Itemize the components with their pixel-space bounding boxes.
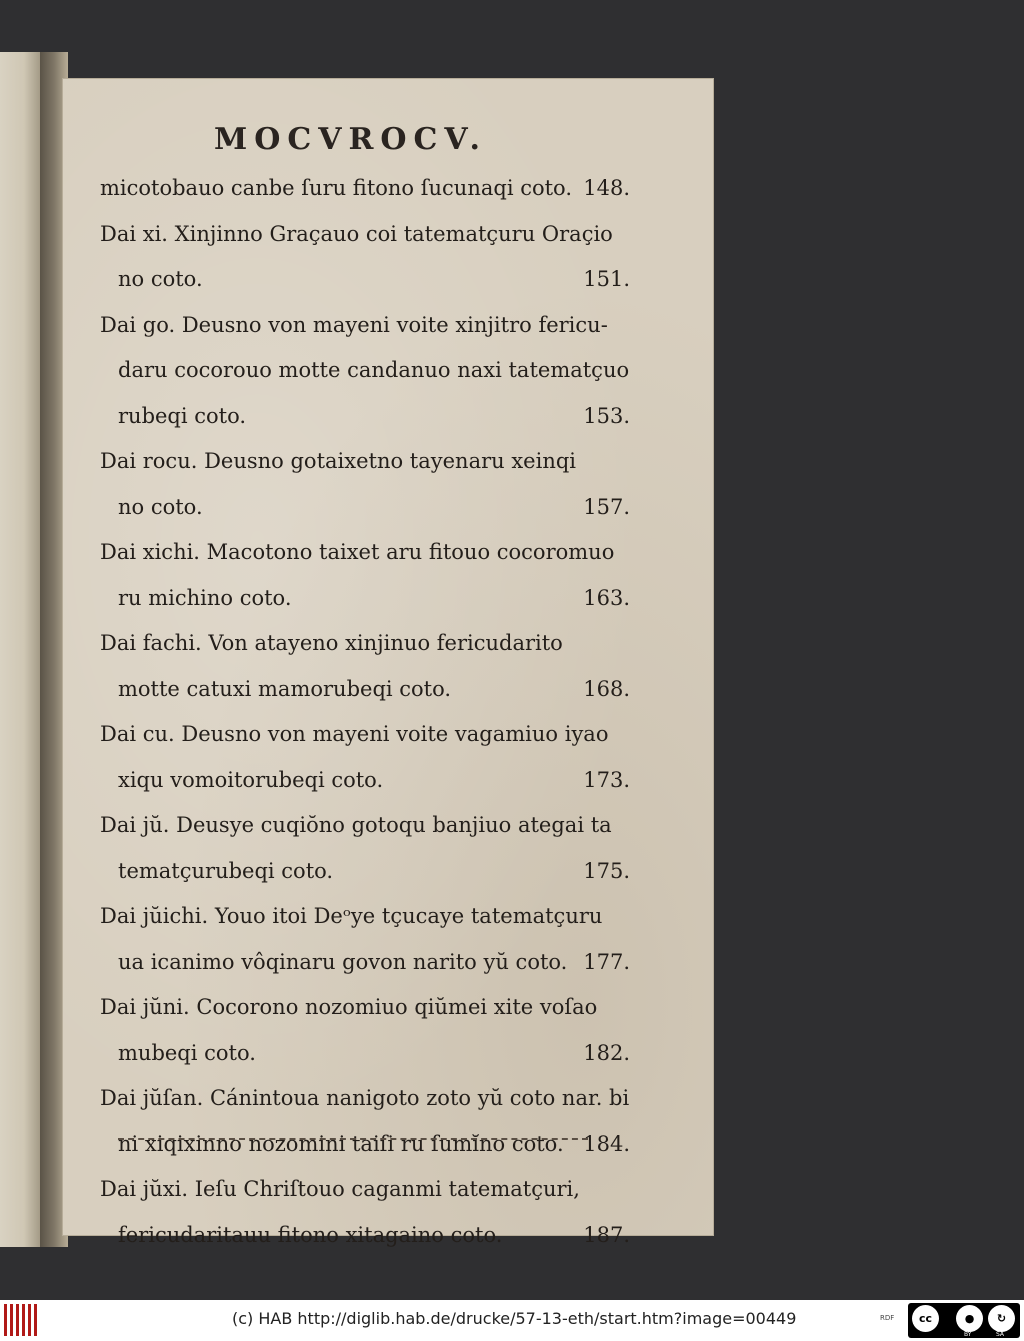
toc-line [100,1213,640,1259]
hab-logo-icon [4,1304,40,1336]
toc-line [100,894,640,940]
toc-line [100,303,640,349]
previous-page-edge [0,52,40,1247]
toc-entry-text: no coto. [118,494,203,519]
toc-page-number: 148. [583,176,630,200]
toc-line [100,940,640,986]
running-head: MOCVROCV. [214,122,487,157]
toc-page-number: 173. [583,767,630,792]
toc-entry-text: Dai jŭxi. Ieſu Chriſtouo caganmi tatematçuri, [100,1177,580,1201]
toc-entry-text: mubeqi coto. [118,1040,256,1065]
toc-line [100,212,640,258]
toc-page-number: 163. [583,585,630,610]
toc-line [100,758,640,804]
toc-entry-text: Dai cu. Deusno von mayeni voite vagamiuo iyao [100,722,609,746]
toc-entry-text: tematçurubeqi coto. [118,858,334,883]
toc-line [100,257,640,303]
toc-entry-text: Dai rocu. Deusno gotaixetno tayenaru xeinqi [100,449,576,473]
toc-entry-text: no coto. [118,267,203,291]
toc-line [100,485,640,531]
toc-entry-text: daru cocorouo motte candanuo naxi tatematçuo [118,358,630,382]
toc-entry-text: Dai jŭni. Cocorono nozomiuo qiŭmei xite voſao [100,995,598,1019]
toc-entry-text: Dai jŭichi. Youo itoi Deᵒye tçucaye tatematçuru [100,904,603,928]
sa-label: SA [996,1331,1005,1338]
toc-line [100,439,640,485]
toc-entry-text: Dai fachi. Von atayeno xinjinuo fericudarito [100,631,563,655]
toc-page-number: 177. [583,949,630,974]
table-of-contents [100,166,640,1258]
toc-line [100,576,640,622]
toc-entry-text: fericudaritauu fitono xitagaino coto. [118,1222,503,1247]
toc-page-number: 187. [583,1222,630,1247]
toc-entry-text: motte catuxi mamorubeqi coto. [118,676,452,701]
footer-bar [0,1300,1024,1341]
toc-entry-text: xiqu vomoitorubeqi coto. [118,767,384,792]
toc-entry-text: ni xiqixinno nozomini taiſi ru ſumĭno coto. [118,1131,564,1156]
toc-page-number: 175. [583,858,630,883]
toc-page-number: 182. [583,1040,630,1065]
toc-entry-text: rubeqi coto. [118,403,247,428]
toc-line [100,1167,640,1213]
rdf-mark: RDF [880,1314,895,1322]
toc-line [100,1031,640,1077]
toc-entry-text: Dai jŭſan. Cánintoua nanigoto zoto yŭ coto nar. bi [100,1086,630,1110]
toc-line [100,985,640,1031]
toc-entry-text: ru michino coto. [118,585,292,610]
by-icon: ● [956,1305,983,1332]
by-label: BY [964,1331,972,1338]
toc-line [100,667,640,713]
toc-entry-text: ua icanimo vôqinaru govon narito yŭ coto. [118,949,568,974]
toc-line [100,849,640,895]
decorative-rule [118,1138,588,1140]
toc-line [100,530,640,576]
toc-line [100,1122,640,1168]
toc-page-number: 151. [583,267,630,291]
toc-entry-text: Dai jŭ. Deusye cuqiŏno gotoqu banjiuo ategai ta [100,813,612,837]
toc-line [100,621,640,667]
toc-line [100,348,640,394]
toc-line [100,1076,640,1122]
toc-entry-text: micotobauo canbe ſuru fitono ſucunaqi coto. [100,176,572,200]
toc-page-number: 153. [583,403,630,428]
toc-page-number: 157. [583,494,630,519]
toc-page-number: 168. [583,676,630,701]
toc-line [100,166,640,212]
toc-entry-text: Dai xi. Xinjinno Graçauo coi tatematçuru Oraçio [100,221,613,246]
sa-icon: ↻ [988,1305,1015,1332]
cc-icon: cc [912,1305,939,1332]
copyright-link[interactable]: (c) HAB http://diglib.hab.de/drucke/57-13-eth/start.htm?image=00449 [232,1309,797,1328]
toc-line [100,394,640,440]
toc-line [100,712,640,758]
toc-page-number: 184. [583,1131,630,1156]
toc-entry-text: Dai go. Deusno von mayeni voite xinjitro fericu- [100,312,608,337]
toc-entry-text: Dai xichi. Macotono taixet aru fitouo cocoromuo [100,540,615,564]
toc-line [100,803,640,849]
cc-license-badge[interactable] [908,1303,1020,1338]
